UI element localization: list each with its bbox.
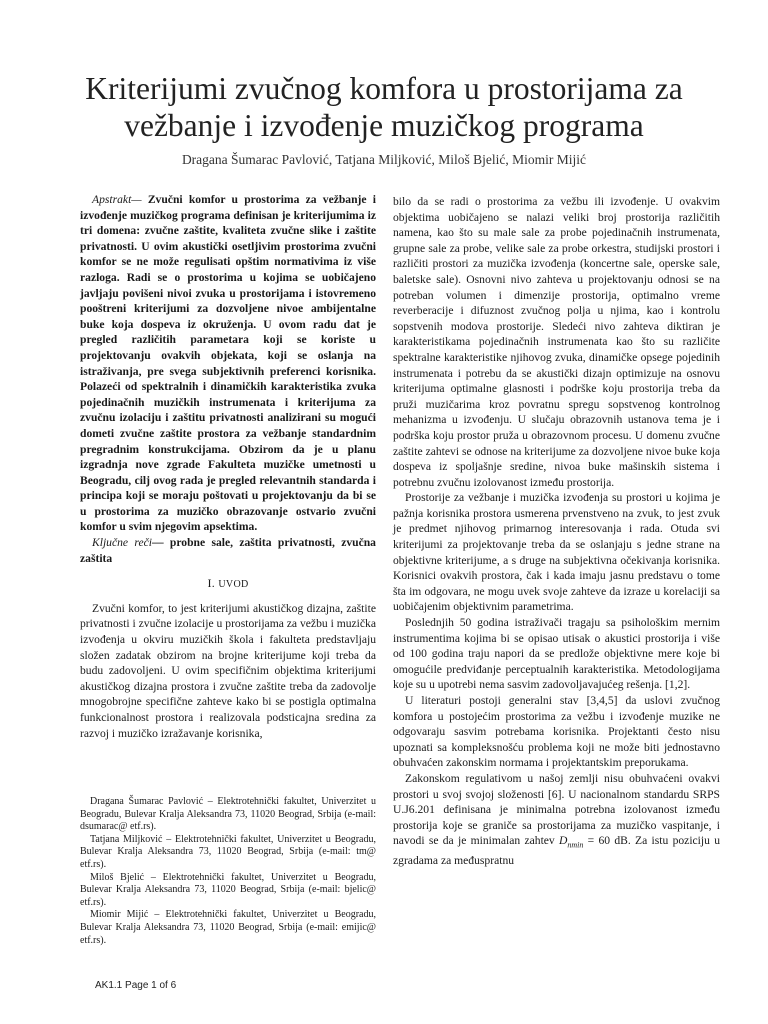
body-paragraph-2: Prostorije za vežbanje i muzička izvođenja su prostori u kojima je pažnja korisnika prostora usmerena prvenstveno na zvuk, to jest zvuk je predmet njihovog primarnog interesovanja i rada. Otuda svi kriterijumi za projektovanje treba da se oslanjaju s jedne strane na objektivne kriterijume, a s druge na subjektivna očekivanja korisnika. Korisnici ovakvih prostora, čak i kada imaju jasnu predstavu o tome šta im odgovara, ne mogu uvek svoje zahteve da izraze u korelaciji sa uobičajenim objektivnim parametrima. <box>393 491 720 614</box>
keywords-text: — probne sale, zaštita privatnosti, zvučna zaštita <box>80 536 376 565</box>
page-footer: AK1.1 Page 1 of 6 <box>95 980 177 991</box>
body-paragraph-1: bilo da se radi o prostorima za vežbu ili izvođenje. U ovakvim objektima uobičajeno se nalazi veliki broj prostorija različitih namena, kao što su male sale za probe pojedinačnih instrumenata, grupne sale za probe, velike sale za probe orkestra, studijski prostori i različiti prostori za muzička izvođenja (koncertne sale, operske sale, baletske sale). Osnovni nivo zahteva u projektovanju odnosi se na potreban volumen i dimenzije prostorija, optimalno vreme reverberacije i difuznost zvučnog polja u njima, kao i kontrolu sopstvenih modova prostorije. Sledeći nivo zahteva diktiran je karakteristikama pojedinačnih instrumenata kao što su različite spektralne karakteristike njihovog zvuka, dinamičke opsege pojedinih instrumenata i potrebu da se akustički dizajn optimizuje na osnovu kriterijuma optimalne glasnosti i podrške koju prostorija treba da pruži muzičarima kroz povratnu spregu sopstvenog kontrolnog mehanizma u izvođenju. U slučaju obrazovnih ustanova tema je i podrška koju prostor pruža u obrazovnom procesu. U domenu zvučne zaštite zahtevi se odnose na kriterijume za dozvoljene nivoe buke koja dospeva iz spoljašnje sredine, nivoa buke mašinskih sistema i potrebnu zvučnu izolovanost između prostorija. <box>393 195 720 489</box>
footnote-author-3: Miloš Bjelić – Elektrotehnički fakultet, Univerzitet u Beogradu, Bulevar Kralja Aleksandra 73, 11020 Beograd, Srbija (e-mail: bjelic@ etf.rs). <box>80 871 376 908</box>
left-column <box>80 192 376 741</box>
keywords <box>80 535 376 566</box>
footnote-author-2: Tatjana Miljković – Elektrotehnički fakultet, Univerzitet u Beogradu, Bulevar Kralja Aleksandra 73, 11020 Beograd, Srbija (e-mail: tm@ etf.rs). <box>80 833 376 870</box>
abstract-lead: Apstrakt— <box>92 193 142 206</box>
section-numeral: I. <box>207 576 216 591</box>
body-paragraph-5-end: = 60 dB. Za istu poziciju u zgradama za međuspratnu <box>393 834 720 868</box>
body-paragraph-5-start: Zakonskom regulativom u našoj zemlji nisu obuhvaćeni ovakvi prostori u svoj svojoj složenosti [6]. U nacionalnom standardu SRPS U.J6.201 definisana je minimalna potrebna izolovanost između prostorija koje se graniče sa prostorijama za muzičko vaspitanje, i navodi se da je minimalan zahtev <box>393 771 720 848</box>
section-title: UVOD <box>218 579 249 591</box>
symbol-d: D <box>559 834 568 848</box>
section-heading-intro <box>80 576 376 593</box>
right-column <box>393 194 720 869</box>
title-line-2: vežbanje i izvođenje muzičkog programa <box>124 108 644 143</box>
abstract <box>80 192 376 535</box>
keywords-lead: Ključne reči <box>92 536 152 550</box>
body-paragraph-4: U literaturi postoji generalni stav [3,4,5] da uslovi zvučnog komfora u postojećim prostorima za vežbu i izvođenje muzike ne odgovaraju sasvim potrebama korisnika. Projektanti često nisu upoznati sa kompleksnošću problema koji ne može biti jednostavno obuhvaćen zakonskim normama i projektantskim preporukama. <box>393 694 720 770</box>
footnote-author-4: Miomir Mijić – Elektrotehnički fakultet, Univerzitet u Beogradu, Bulevar Kralja Aleksandra 73, 11020 Beograd, Srbija (e-mail: emijic@ etf.rs). <box>80 909 376 946</box>
author-list: Dragana Šumarac Pavlović, Tatjana Miljković, Miloš Bjelić, Miomir Mijić <box>181 152 587 167</box>
symbol-subscript: nmin <box>567 840 584 850</box>
body-paragraph-5 <box>393 771 720 869</box>
body-paragraph-3: Poslednjih 50 godina istraživači tragaju sa psihološkim mernim instrumentima kojima bi se opisao utisak o akustici prostorija i više od 100 godina traju napori da se predlože objektivne mere koje bi omogućile predviđanje perceptualnih karakteristika. Metodologijama koje su u upotrebi nema sasvim zadovoljavajućeg rešenja. [1,2]. <box>393 616 720 692</box>
paper-title <box>40 70 728 144</box>
title-line-1: Kriterijumi zvučnog komfora u prostorijama za <box>85 71 683 106</box>
abstract-text: Zvučni komfor u prostorima za vežbanje i izvođenje muzičkog programa definisan je kriterijumima iz tri domena: zvučne zaštite, kvaliteta zvučne slike i zaštite privatnosti. U ovim akustički osetljivim prostorima zvučni komfor se ne može regulisati opštim normativima iz više razloga. Radi se o prostorima u kojima se uobičajeno javljaju povišeni nivoi zvuka u prostorijama i istovremeno pooštreni kriterijumi za dozvoljene nivoe ambijentalne buke koja dospeva iz okruženja. U ovom radu dat je pregled različitih parametara koji se koriste u projektovanju ovakvih objekata, koji se oslanja na istraživanja, pre svega subjektivnih preferenci korisnika. Polazeći od spektralnih i dinamičkih karakteristika zvuka pojedinačnih muzičkih instrumenata i kriterijuma za zvučnu izolaciju i zaštitu privatnosti analizirani su mogući dometi zvučne zaštite prostora za vežbanje standardnim pregradnim konstrukcijama. Obzirom da je u planu izgradnja nove zgrade Fakulteta muzičke umetnosti u Beogradu, cilj ovog rada je pregled relevantnih standarda i principa koji se moraju poštovati u projektovanju da bi se u prostorima za muzičko obrazovanje ostvario zvučni komfor u svim njegovim apsektima. <box>80 193 376 534</box>
intro-paragraph: Zvučni komfor, to jest kriterijumi akustičkog dizajna, zaštite privatnosti i zvučne izolacije u prostorijama za vežbu i muzička izvođenja u okviru muzičkih škola i fakulteta predstavljaju složen zadatak obzirom na brojne kriterijume koji treba da budu zadovoljeni. U ovim specifičnim objektima kriterijumi akustičkog dizajna prostora i zvučne zaštite treba da zadovolje mnogobrojne specifične zahteve kako bi se postigla optimalna funkcionalnost prostora i realizovala podsticajna sredina za razvoj i muzičko izražavanje korisnika, <box>80 601 376 740</box>
author-footnotes <box>80 796 376 947</box>
footnote-author-1: Dragana Šumarac Pavlović – Elektrotehnički fakultet, Univerzitet u Beogradu, Bulevar Kralja Aleksandra 73, 11020 Beograd, Srbija (e-mail: dsumarac@ etf.rs). <box>80 796 376 833</box>
